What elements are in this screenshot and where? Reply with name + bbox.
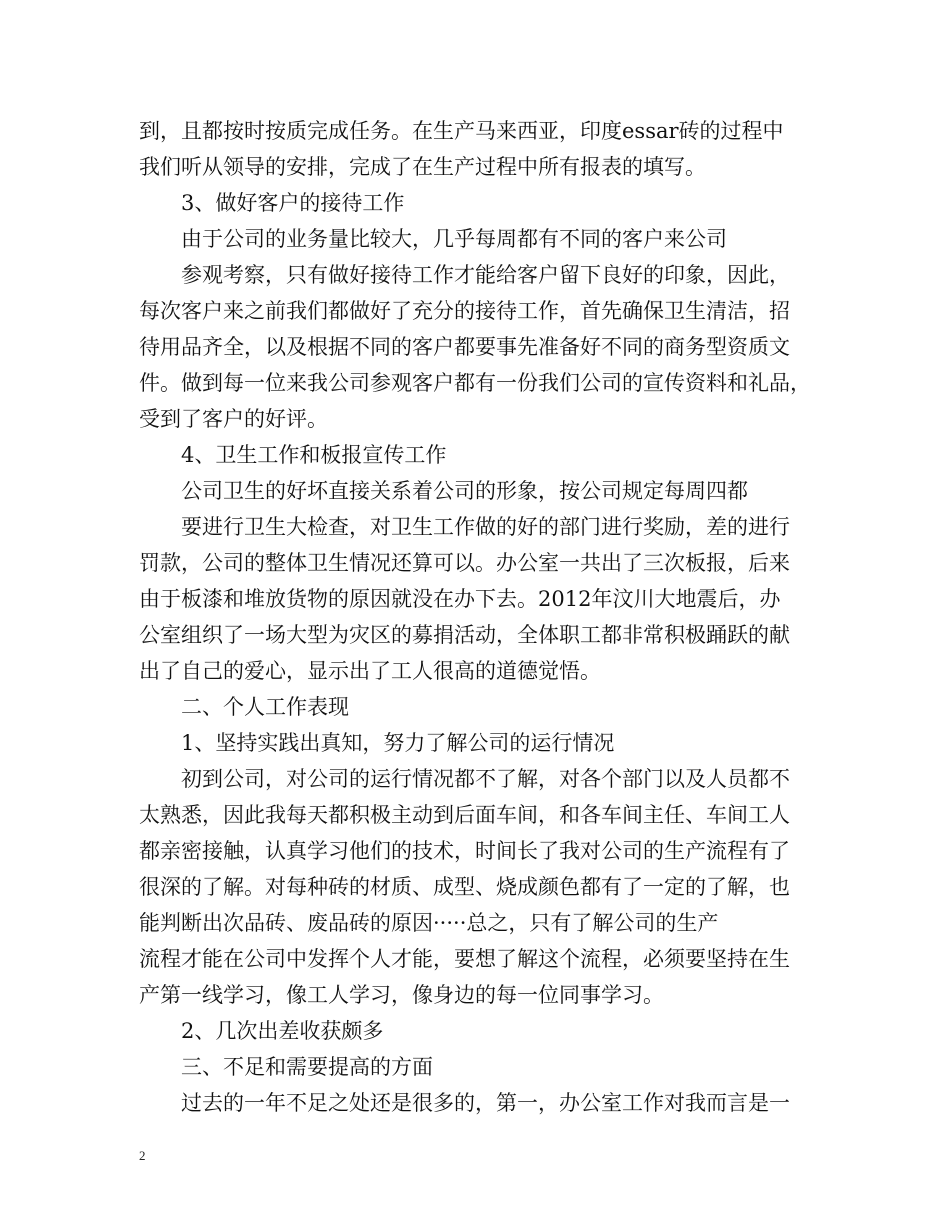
text-line: 1、坚持实践出真知，努力了解公司的运行情况 [181,731,615,755]
text-line: 由于公司的业务量比较大，几乎每周都有不同的客户来公司 [181,227,727,251]
text-line: 流程才能在公司中发挥个人才能，要想了解这个流程，必须要坚持在生 [139,947,790,971]
text-line: 三、不足和需要提高的方面 [181,1055,433,1079]
text-line: 由于板漆和堆放货物的原因就没在办下去。2012年汶川大地震后，办 [139,587,781,611]
text-line: 产第一线学习，像工人学习，像身边的每一位同事学习。 [139,983,664,1007]
text-line: 2、几次出差收获颇多 [181,1019,384,1043]
text-line: 很深的了解。对每种砖的材质、成型、烧成颜色都有了一定的了解，也 [139,875,790,899]
text-line: 能判断出次品砖、废品砖的原因·····总之，只有了解公司的生产 [139,911,719,935]
text-line: 件。做到每一位来我公司参观客户都有一份我们公司的宣传资料和礼品， [139,371,811,395]
text-line: 参观考察，只有做好接待工作才能给客户留下良好的印象，因此， [181,263,790,287]
text-line: 我们听从领导的安排，完成了在生产过程中所有报表的填写。 [139,155,706,179]
text-line: 都亲密接触，认真学习他们的技术，时间长了我对公司的生产流程有了 [139,839,790,863]
text-line: 出了自己的爱心，显示出了工人很高的道德觉悟。 [139,659,601,683]
text-line: 3、做好客户的接待工作 [181,191,405,215]
page-number: 2 [139,1148,146,1163]
text-line: 每次客户来之前我们都做好了充分的接待工作，首先确保卫生清洁，招 [139,299,790,323]
text-line: 太熟悉，因此我每天都积极主动到后面车间，和各车间主任、车间工人 [139,803,790,827]
text-line: 罚款，公司的整体卫生情况还算可以。办公室一共出了三次板报，后来 [139,551,790,575]
text-line: 受到了客户的好评。 [139,407,328,431]
text-line: 二、个人工作表现 [181,695,349,719]
text-line: 公司卫生的好坏直接关系着公司的形象，按公司规定每周四都 [181,479,748,503]
text-line: 过去的一年不足之处还是很多的，第一，办公室工作对我而言是一 [181,1091,790,1115]
text-line: 初到公司，对公司的运行情况都不了解，对各个部门以及人员都不 [181,767,790,791]
text-line: 待用品齐全，以及根据不同的客户都要事先准备好不同的商务型资质文 [139,335,790,359]
text-line: 到，且都按时按质完成任务。在生产马来西亚，印度essar砖的过程中 [139,119,784,143]
body-text [139,113,819,1121]
text-line: 公室组织了一场大型为灾区的募捐活动，全体职工都非常积极踊跃的献 [139,623,790,647]
text-line: 4、卫生工作和板报宣传工作 [181,443,447,467]
text-line: 要进行卫生大检查，对卫生工作做的好的部门进行奖励，差的进行 [181,515,790,539]
